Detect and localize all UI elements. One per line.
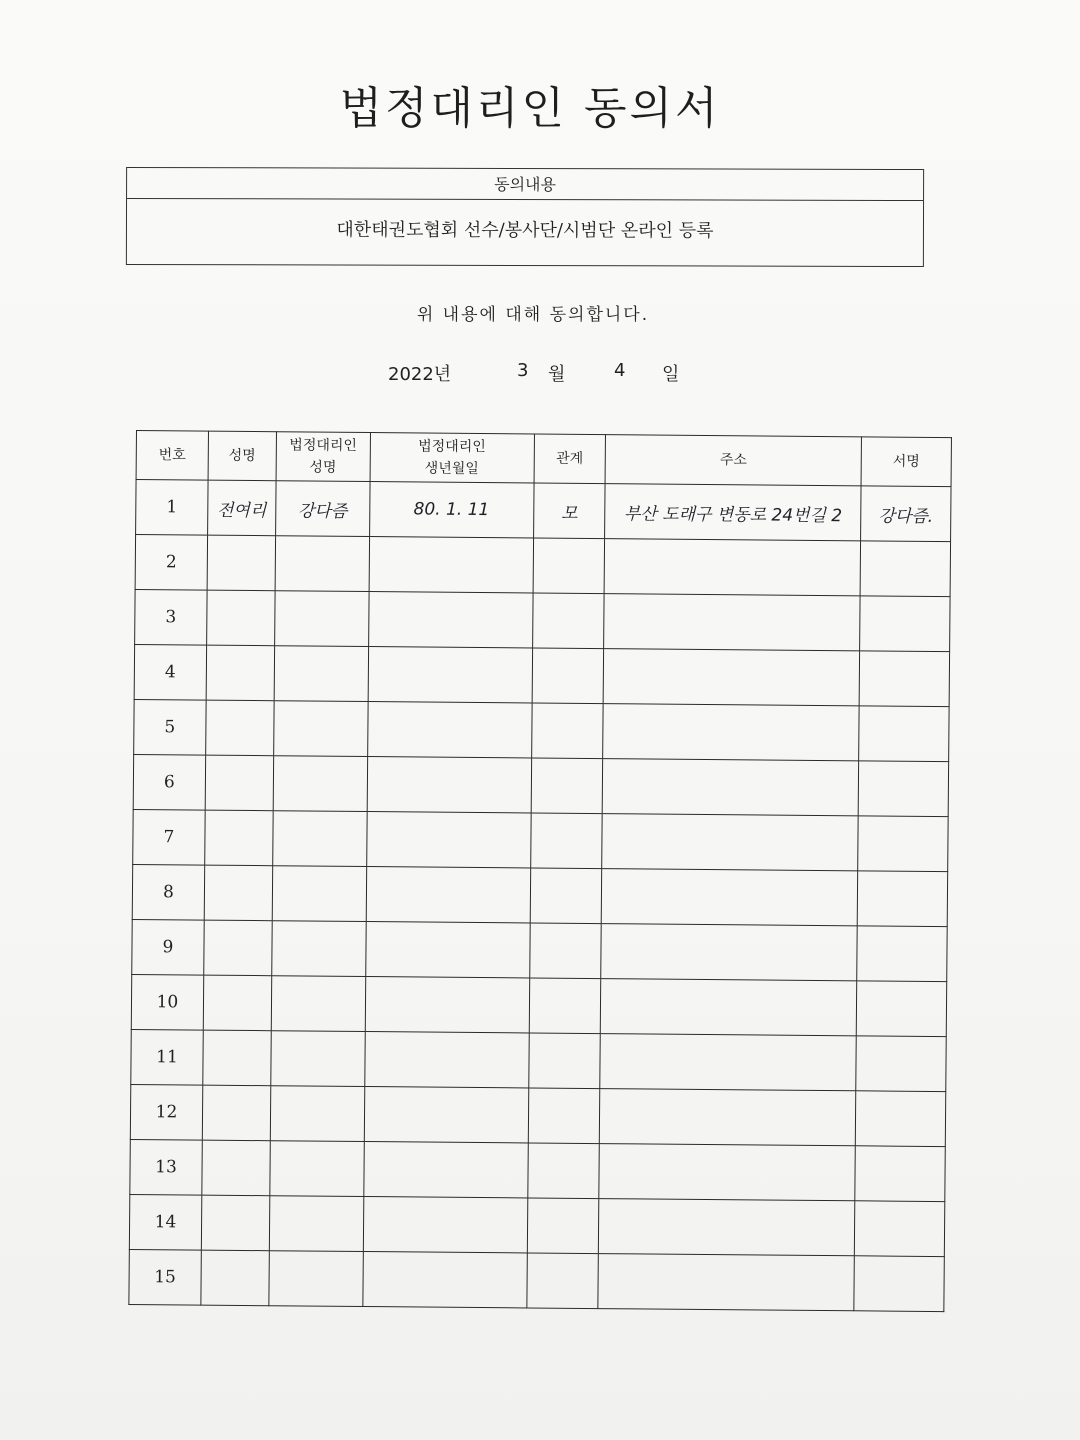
row-address: [602, 814, 858, 871]
row-address: [601, 924, 857, 981]
row-guardian-name: [269, 1251, 363, 1307]
consent-body: 대한태권도협회 선수/봉사단/시범단 온라인 등록: [336, 219, 714, 242]
table-row: [129, 1194, 944, 1256]
row-guardian-birth: [364, 1142, 528, 1198]
row-signature: [860, 596, 950, 652]
table-row: [131, 974, 946, 1036]
row-guardian-name: [272, 866, 366, 922]
row-name: [201, 1250, 269, 1306]
row-name: 전여리: [208, 480, 276, 536]
table-row: [135, 535, 950, 597]
row-address: [600, 1034, 856, 1091]
table-row: [133, 809, 948, 871]
row-guardian-birth: [366, 812, 530, 868]
row-signature: [855, 1091, 945, 1147]
row-signature: 강다즘.: [861, 486, 951, 542]
row-guardian-birth: [365, 922, 529, 978]
guardian-table: [128, 430, 952, 1312]
row-name: [205, 810, 273, 866]
header-name: 성명: [208, 431, 276, 481]
row-name: [207, 590, 275, 646]
row-guardian-name: [271, 976, 365, 1032]
row-guardian-birth: [363, 1197, 527, 1253]
row-name: [203, 1030, 271, 1086]
row-guardian-birth: [368, 592, 532, 648]
row-number: 15: [129, 1249, 201, 1305]
row-number: 12: [130, 1084, 202, 1140]
consent-header: 동의내용: [127, 168, 923, 201]
table-row: [132, 919, 947, 981]
row-number: 14: [129, 1194, 201, 1250]
table-row: [135, 589, 950, 651]
row-relation: [528, 1088, 600, 1144]
row-guardian-birth: [363, 1252, 527, 1308]
row-signature: [857, 871, 947, 927]
row-guardian-birth: 80. 1. 11: [369, 482, 533, 538]
row-relation: [527, 1198, 599, 1254]
table-row: [134, 699, 949, 761]
row-relation: [531, 703, 603, 759]
row-number: 10: [131, 974, 203, 1030]
row-address: [598, 1254, 854, 1311]
row-guardian-name: [273, 756, 367, 812]
row-address: [604, 649, 860, 706]
row-guardian-birth: [364, 1087, 528, 1143]
row-name: [204, 920, 272, 976]
row-relation: [528, 1033, 600, 1089]
header-guardian-birth: [370, 433, 534, 483]
row-number: 13: [130, 1139, 202, 1195]
row-signature: [858, 816, 948, 872]
row-guardian-name: [270, 1141, 364, 1197]
table-row: [136, 480, 951, 542]
header-guardian-birth-line2: 생년월일: [424, 460, 479, 477]
row-number: 1: [136, 480, 208, 536]
table-row: [134, 644, 949, 706]
row-number: 8: [132, 864, 204, 920]
row-guardian-birth: [368, 647, 532, 703]
consent-box: [126, 167, 924, 267]
document-title: 법정대리인 동의서: [339, 83, 721, 134]
row-name: [205, 755, 273, 811]
header-guardian-birth-line1: 법정대리인: [418, 438, 486, 456]
row-guardian-name: [274, 701, 368, 757]
row-guardian-name: [269, 1196, 363, 1252]
row-guardian-birth: [369, 537, 533, 593]
row-guardian-name: [274, 591, 368, 647]
row-signature: [859, 706, 949, 762]
row-name: [201, 1195, 269, 1251]
table-row: [133, 754, 948, 816]
row-relation: [533, 538, 605, 594]
row-relation: [526, 1253, 598, 1309]
row-signature: [859, 651, 949, 707]
row-guardian-birth: [365, 977, 529, 1033]
row-number: 2: [135, 535, 207, 591]
header-guardian-name-line1: 법정대리인: [289, 437, 358, 454]
row-address: [599, 1144, 855, 1201]
row-relation: 모: [533, 483, 605, 539]
row-relation: [529, 978, 601, 1034]
row-number: 3: [135, 589, 207, 645]
row-guardian-name: [275, 536, 369, 592]
date-day-value: 4: [614, 360, 626, 381]
table-header-row: [136, 431, 951, 487]
row-guardian-birth: [366, 867, 530, 923]
row-guardian-birth: [367, 757, 531, 813]
row-address: [599, 1199, 855, 1256]
row-number: 9: [132, 919, 204, 975]
row-relation: [530, 868, 602, 924]
row-signature: [854, 1201, 944, 1257]
row-signature: [856, 981, 946, 1037]
row-signature: [858, 761, 948, 817]
table-row: [131, 1029, 946, 1091]
table-row: [129, 1249, 944, 1311]
header-guardian-name: [276, 432, 370, 482]
row-guardian-name: [274, 646, 368, 702]
row-name: [206, 700, 274, 756]
row-address: [604, 539, 860, 596]
row-name: [202, 1140, 270, 1196]
agree-statement: 위 내용에 대해 동의합니다.: [416, 305, 650, 325]
date-month-value: 3: [517, 360, 529, 381]
row-signature: [854, 1256, 944, 1312]
row-number: 6: [133, 754, 205, 810]
row-address: [602, 869, 858, 926]
row-name: [207, 535, 275, 591]
row-guardian-birth: [364, 1032, 528, 1088]
header-relation: 관계: [534, 434, 606, 484]
row-guardian-name: [270, 1086, 364, 1142]
row-address: [603, 704, 859, 761]
row-guardian-birth: [367, 702, 531, 758]
row-guardian-name: 강다즘: [275, 481, 369, 537]
row-relation: [532, 593, 604, 649]
row-signature: [856, 1036, 946, 1092]
date-month-unit: 월: [548, 364, 566, 385]
table-row: [130, 1139, 945, 1201]
row-number: 5: [134, 699, 206, 755]
header-guardian-name-line2: 성명: [309, 459, 337, 476]
row-address: 부산 도래구 변동로 24번길 2: [605, 484, 861, 541]
header-signature: 서명: [861, 437, 951, 487]
header-number: 번호: [136, 431, 208, 481]
row-name: [203, 975, 271, 1031]
table-row: [130, 1084, 945, 1146]
row-number: 4: [134, 644, 206, 700]
date-line: [0, 360, 1080, 390]
row-name: [206, 645, 274, 701]
row-signature: [855, 1146, 945, 1202]
row-address: [601, 979, 857, 1036]
row-name: [202, 1085, 270, 1141]
date-year: 2022년: [388, 364, 452, 385]
row-guardian-name: [273, 811, 367, 867]
row-relation: [532, 648, 604, 704]
date-day-unit: 일: [662, 364, 680, 385]
header-address: 주소: [605, 435, 861, 486]
row-name: [204, 865, 272, 921]
row-relation: [529, 923, 601, 979]
row-relation: [531, 758, 603, 814]
row-signature: [860, 541, 950, 597]
row-number: 11: [131, 1029, 203, 1085]
table-row: [132, 864, 947, 926]
row-signature: [857, 926, 947, 982]
row-address: [604, 594, 860, 651]
row-guardian-name: [271, 1031, 365, 1087]
row-number: 7: [133, 809, 205, 865]
row-guardian-name: [272, 921, 366, 977]
row-relation: [530, 813, 602, 869]
row-relation: [527, 1143, 599, 1199]
row-address: [600, 1089, 856, 1146]
row-address: [603, 759, 859, 816]
